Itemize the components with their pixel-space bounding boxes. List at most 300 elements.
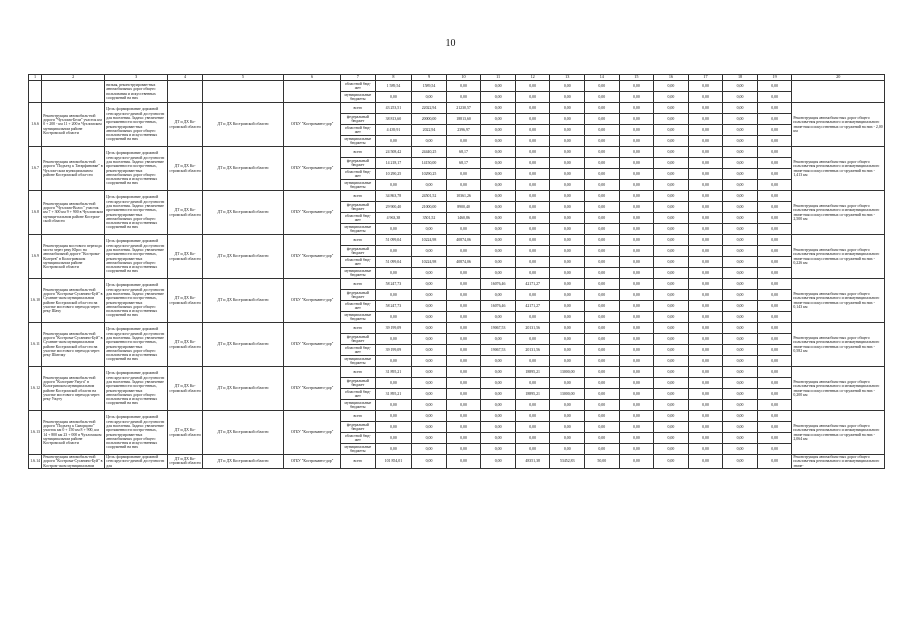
funding-source: муниципальные бюджеты — [341, 136, 376, 147]
amount-cell: 0,00 — [757, 191, 792, 202]
amount-cell: 0,00 — [585, 191, 620, 202]
amount-cell: 0,00 — [688, 367, 723, 378]
executor: ОГБУ "Костромавто-дор" — [284, 455, 341, 469]
goal-description: низкая, реконструирован-ных автомобильных дорог общего пользования и искусственных сооружений на них — [105, 81, 168, 103]
amount-cell: 0,00 — [654, 213, 689, 224]
amount-cell: 38 813,60 — [375, 114, 412, 125]
header-cell-19: 19 — [757, 75, 792, 81]
amount-cell: 0,00 — [412, 180, 447, 191]
amount-cell: 0,00 — [515, 202, 550, 213]
amount-cell: 0,00 — [585, 158, 620, 169]
amount-cell: 0,00 — [412, 389, 447, 400]
amount-cell: 0,00 — [412, 378, 447, 389]
amount-cell: 0,00 — [723, 345, 758, 356]
amount-cell: 40874,06 — [446, 257, 481, 268]
amount-cell: 24 508,42 — [375, 147, 412, 158]
amount-cell: 0,00 — [723, 444, 758, 455]
funding-source: областной бюд-жет — [341, 301, 376, 312]
funding-source: всего — [341, 235, 376, 246]
amount-cell: 0,00 — [585, 125, 620, 136]
amount-cell: 0,00 — [619, 147, 654, 158]
amount-cell: 0,00 — [446, 169, 481, 180]
amount-cell: 0,00 — [515, 191, 550, 202]
amount-cell: 0,00 — [515, 125, 550, 136]
amount-cell: 0,00 — [446, 444, 481, 455]
amount-cell: 0,00 — [723, 158, 758, 169]
amount-cell: 0,00 — [446, 400, 481, 411]
amount-cell: 0,00 — [619, 279, 654, 290]
amount-cell: 0,00 — [585, 323, 620, 334]
amount-cell: 0,00 — [515, 312, 550, 323]
amount-cell: 0,00 — [550, 92, 585, 103]
amount-cell: 0,00 — [654, 169, 689, 180]
amount-cell: 0,00 — [757, 455, 792, 469]
amount-cell: 18895,21 — [515, 367, 550, 378]
expected-result: Реконструкция автомобиль-ных дорог общего пользова-ния регионального и межмуниципального значе-ния и искусственных со-оружений на них - 2,500 км — [792, 191, 885, 235]
amount-cell: 0,00 — [723, 147, 758, 158]
responsible: ДТ и ДХ Костромской области — [202, 147, 283, 191]
amount-cell: 0,00 — [375, 246, 412, 257]
amount-cell: 21000,00 — [412, 202, 447, 213]
amount-cell: 0,00 — [757, 378, 792, 389]
amount-cell: 0,00 — [757, 356, 792, 367]
amount-cell: 0,00 — [688, 213, 723, 224]
amount-cell: 0,00 — [446, 455, 481, 469]
amount-cell: 0,00 — [757, 257, 792, 268]
amount-cell: 0,00 — [550, 257, 585, 268]
amount-cell: 0,00 — [481, 378, 516, 389]
amount-cell: 0,00 — [550, 202, 585, 213]
amount-cell: 3501,52 — [412, 213, 447, 224]
amount-cell: 0,00 — [585, 268, 620, 279]
amount-cell: 39 199,09 — [375, 323, 412, 334]
amount-cell: 1460,86 — [446, 213, 481, 224]
amount-cell: 0,00 — [550, 81, 585, 92]
amount-cell: 0,00 — [375, 180, 412, 191]
goal-description: Цель: формирование дорожной сети круглого-дичной доступности для населения. Задача: увеличение протяженности постро-енных, реконструирован-ных автомобильных дорог общего пользова-ния и искусственных сооружений на них — [105, 235, 168, 279]
amount-cell: 0,00 — [757, 334, 792, 345]
header-cell-14: 14 — [585, 75, 620, 81]
amount-cell: 0,00 — [723, 92, 758, 103]
amount-cell: 0,00 — [757, 345, 792, 356]
amount-cell: 8900,40 — [446, 202, 481, 213]
table-row — [29, 103, 885, 114]
amount-cell: 0,00 — [723, 81, 758, 92]
amount-cell: 0,00 — [446, 81, 481, 92]
amount-cell: 0,00 — [446, 279, 481, 290]
amount-cell: 0,00 — [688, 235, 723, 246]
goal-description: Цель: формирование дорожной сети круглого-дичной доступности для населения. Задача: увеличение протяженности постро-енных, реконструирован-ных автомобильных дорог общего пользова-ния и искусственных сооружений на них — [105, 147, 168, 191]
amount-cell: 0,00 — [585, 301, 620, 312]
amount-cell: 10224,98 — [412, 235, 447, 246]
amount-cell: 0,00 — [654, 268, 689, 279]
amount-cell: 18895,21 — [515, 389, 550, 400]
amount-cell: 31 895,21 — [375, 389, 412, 400]
amount-cell: 0,00 — [481, 114, 516, 125]
customer: ДТ и ДХ Ко-стромской области — [168, 279, 203, 323]
amount-cell: 0,00 — [412, 301, 447, 312]
amount-cell: 0,00 — [550, 433, 585, 444]
amount-cell: 0,00 — [515, 411, 550, 422]
funding-source: муниципальные бюджеты — [341, 356, 376, 367]
amount-cell: 0,00 — [723, 268, 758, 279]
amount-cell: 39 199,09 — [375, 345, 412, 356]
amount-cell: 0,00 — [654, 301, 689, 312]
amount-cell: 0,00 — [412, 444, 447, 455]
header-cell-9: 9 — [412, 75, 447, 81]
amount-cell: 2022,94 — [412, 125, 447, 136]
amount-cell: 0,00 — [757, 180, 792, 191]
amount-cell: 0,00 — [515, 400, 550, 411]
amount-cell: 0,00 — [723, 191, 758, 202]
amount-cell: 19067,53 — [481, 345, 516, 356]
customer: ДТ и ДХ Ко-стромской области — [168, 147, 203, 191]
amount-cell: 0,00 — [757, 433, 792, 444]
amount-cell: 0,00 — [688, 202, 723, 213]
amount-cell: 0,00 — [723, 180, 758, 191]
amount-cell: 0,00 — [688, 422, 723, 433]
amount-cell: 0,00 — [446, 246, 481, 257]
funding-source: областной бюд-жет — [341, 345, 376, 356]
object-name: Реконструкция автомобиль-ной дороги "Чухлома-Бели" участок км 0 + 200 - км 11 + 200 в Чухломском муниципальном районе Костромской области — [42, 103, 105, 147]
amount-cell: 0,00 — [688, 191, 723, 202]
amount-cell: 0,00 — [446, 180, 481, 191]
amount-cell: 0,00 — [585, 147, 620, 158]
amount-cell: 0,00 — [688, 246, 723, 257]
amount-cell: 0,00 — [723, 455, 758, 469]
funding-source: федеральный бюджет — [341, 246, 376, 257]
amount-cell: 0,00 — [723, 411, 758, 422]
row-number: 1.6.10 — [29, 279, 42, 323]
amount-cell: 0,00 — [688, 180, 723, 191]
amount-cell: 0,00 — [619, 400, 654, 411]
funding-source: муниципальные бюджеты — [341, 92, 376, 103]
amount-cell: 0,00 — [481, 125, 516, 136]
amount-cell: 0,00 — [481, 356, 516, 367]
amount-cell: 0,00 — [619, 422, 654, 433]
amount-cell: 0,00 — [550, 169, 585, 180]
amount-cell: 0,00 — [585, 92, 620, 103]
customer — [168, 81, 203, 103]
goal-description: Цель: формирование дорожной сети круглого-дичной доступности для — [105, 455, 168, 469]
funding-source: областной бюд-жет — [341, 213, 376, 224]
amount-cell: 0,00 — [619, 356, 654, 367]
amount-cell: 0,00 — [688, 411, 723, 422]
amount-cell: 0,00 — [481, 334, 516, 345]
amount-cell: 0,00 — [515, 81, 550, 92]
amount-cell: 0,00 — [481, 147, 516, 158]
funding-source: федеральный бюджет — [341, 158, 376, 169]
amount-cell: 0,00 — [757, 312, 792, 323]
table-row — [29, 323, 885, 334]
executor: ОГБУ "Костромавто-дор" — [284, 235, 341, 279]
expected-result: Реконструкция автомобиль-ных дорог общего пользова-ния регионального и межмуниципального значе-ния и искусственных со-оружений на них - 0,143 км — [792, 279, 885, 323]
object-name — [42, 81, 105, 103]
customer: ДТ и ДХ Ко-стромской области — [168, 411, 203, 455]
amount-cell: 40874,06 — [446, 235, 481, 246]
amount-cell: 0,00 — [585, 290, 620, 301]
object-name: Реконструкция автомобиль-ной дороги "Кострома-Сусанино-Буй" в Сусанин-ском муниципальном районе Костромской обла-сти на участке мостового перехода через реку Шачу — [42, 279, 105, 323]
amount-cell: 0,00 — [757, 92, 792, 103]
header-cell-8: 8 — [375, 75, 412, 81]
amount-cell: 0,00 — [688, 433, 723, 444]
amount-cell: 0,00 — [619, 235, 654, 246]
amount-cell: 0,00 — [585, 411, 620, 422]
amount-cell: 0,00 — [619, 389, 654, 400]
amount-cell: 4 963,38 — [375, 213, 412, 224]
amount-cell: 0,00 — [515, 213, 550, 224]
amount-cell: 0,00 — [515, 103, 550, 114]
amount-cell: 0,00 — [515, 422, 550, 433]
amount-cell: 0,00 — [723, 246, 758, 257]
amount-cell: 0,00 — [515, 433, 550, 444]
page-number: 10 — [445, 38, 456, 49]
amount-cell: 0,00 — [654, 147, 689, 158]
amount-cell: 0,00 — [757, 81, 792, 92]
amount-cell: 0,00 — [550, 268, 585, 279]
amount-cell: 0,00 — [688, 345, 723, 356]
table-row — [29, 411, 885, 422]
amount-cell: 0,00 — [757, 411, 792, 422]
amount-cell: 0,00 — [688, 455, 723, 469]
amount-cell: 0,00 — [619, 92, 654, 103]
amount-cell: 0,00 — [481, 257, 516, 268]
amount-cell: 0,00 — [446, 345, 481, 356]
object-name: Реконструкция мостового перехода моста через реку Юрос на автомобильной дороге "Кострома-Колгрев" в Кологривском муниципальном районе Костромской области — [42, 235, 105, 279]
amount-cell: 0,00 — [412, 290, 447, 301]
amount-cell: 34 863,78 — [375, 191, 412, 202]
responsible: ДТ и ДХ Костромской области — [202, 279, 283, 323]
amount-cell: 0,00 — [375, 444, 412, 455]
amount-cell: 0,00 — [654, 422, 689, 433]
row-number: 1.6.9 — [29, 235, 42, 279]
row-number: 1.6.12 — [29, 367, 42, 411]
amount-cell: 13000,00 — [550, 367, 585, 378]
amount-cell: 0,00 — [481, 136, 516, 147]
amount-cell: 0,00 — [446, 433, 481, 444]
amount-cell: 0,00 — [550, 103, 585, 114]
amount-cell: 13000,00 — [550, 389, 585, 400]
responsible: ДТ и ДХ Костромской области — [202, 323, 283, 367]
amount-cell: 0,00 — [654, 224, 689, 235]
row-number — [29, 81, 42, 103]
row-number: 1.6.6 — [29, 103, 42, 147]
header-cell-18: 18 — [723, 75, 758, 81]
amount-cell: 0,00 — [688, 81, 723, 92]
funding-source: федеральный бюджет — [341, 202, 376, 213]
row-number: 1.6.8 — [29, 191, 42, 235]
header-cell-16: 16 — [654, 75, 689, 81]
header-cell-11: 11 — [481, 75, 516, 81]
amount-cell: 0,00 — [585, 202, 620, 213]
amount-cell: 29 900,40 — [375, 202, 412, 213]
amount-cell: 0,00 — [412, 345, 447, 356]
amount-cell: 0,00 — [550, 312, 585, 323]
amount-cell: 0,00 — [550, 290, 585, 301]
amount-cell: 0,00 — [619, 301, 654, 312]
amount-cell: 0,00 — [619, 136, 654, 147]
amount-cell: 0,00 — [550, 158, 585, 169]
amount-cell: 0,00 — [515, 235, 550, 246]
amount-cell: 31 895,21 — [375, 367, 412, 378]
object-name: Реконструкция автомобиль-ной дороги "Подъезд к Татарфиновке" в Чухлом-ском муниципальном районе Костромской обла-сти — [42, 147, 105, 191]
amount-cell: 0,00 — [757, 301, 792, 312]
header-cell-7: 7 — [341, 75, 376, 81]
amount-cell: 0,00 — [375, 422, 412, 433]
header-cell-12: 12 — [515, 75, 550, 81]
amount-cell: 0,00 — [481, 169, 516, 180]
amount-cell: 0,00 — [688, 136, 723, 147]
responsible: ДТ и ДХ Костромской области — [202, 103, 283, 147]
amount-cell: 0,00 — [757, 224, 792, 235]
amount-cell: 0,00 — [688, 147, 723, 158]
amount-cell: 0,00 — [688, 301, 723, 312]
amount-cell: 0,00 — [550, 301, 585, 312]
header-cell-10: 10 — [446, 75, 481, 81]
amount-cell: 0,00 — [585, 180, 620, 191]
amount-cell: 0,00 — [619, 125, 654, 136]
amount-cell: 0,00 — [688, 158, 723, 169]
amount-cell: 0,00 — [619, 114, 654, 125]
amount-cell: 0,00 — [619, 345, 654, 356]
amount-cell: 0,00 — [481, 312, 516, 323]
funding-source: областной бюд-жет — [341, 257, 376, 268]
responsible: ДТ и ДХ Костромской области — [202, 191, 283, 235]
amount-cell: 0,00 — [585, 433, 620, 444]
amount-cell: 0,00 — [654, 411, 689, 422]
amount-cell: 0,00 — [688, 400, 723, 411]
amount-cell: 0,00 — [688, 257, 723, 268]
amount-cell: 0,00 — [550, 279, 585, 290]
amount-cell: 0,00 — [619, 444, 654, 455]
amount-cell: 0,00 — [654, 191, 689, 202]
amount-cell: 21230,57 — [446, 103, 481, 114]
amount-cell: 0,00 — [619, 213, 654, 224]
funding-source: областной бюд-жет — [341, 81, 376, 92]
table-row — [29, 81, 885, 92]
amount-cell: 0,00 — [688, 290, 723, 301]
amount-cell: 10224,98 — [412, 257, 447, 268]
amount-cell: 0,00 — [375, 378, 412, 389]
amount-cell: 0,00 — [688, 444, 723, 455]
amount-cell: 0,00 — [375, 312, 412, 323]
amount-cell: 0,00 — [585, 367, 620, 378]
amount-cell: 58 247,73 — [375, 279, 412, 290]
amount-cell: 0,00 — [585, 356, 620, 367]
amount-cell: 0,00 — [723, 224, 758, 235]
amount-cell: 0,00 — [412, 323, 447, 334]
amount-cell: 0,00 — [585, 444, 620, 455]
amount-cell: 0,00 — [757, 389, 792, 400]
customer: ДТ и ДХ Ко-стромской области — [168, 455, 203, 469]
amount-cell: 0,00 — [446, 224, 481, 235]
amount-cell: 0,00 — [723, 301, 758, 312]
object-name: Реконструкция автомобиль-ной дороги "Кострома-Сусанино-Буй" в Костром-ском муниципальном — [42, 455, 105, 469]
amount-cell: 0,00 — [412, 246, 447, 257]
amount-cell: 0,00 — [481, 92, 516, 103]
amount-cell: 0,00 — [654, 279, 689, 290]
funding-source: муниципальные бюджеты — [341, 268, 376, 279]
responsible: ДТ и ДХ Костромской области — [202, 411, 283, 455]
responsible: ДТ и ДХ Костромской области — [202, 367, 283, 411]
amount-cell: 0,00 — [375, 411, 412, 422]
amount-cell: 68,17 — [446, 147, 481, 158]
amount-cell: 0,00 — [550, 444, 585, 455]
customer: ДТ и ДХ Ко-стромской области — [168, 191, 203, 235]
amount-cell: 0,00 — [619, 323, 654, 334]
amount-cell: 0,00 — [654, 455, 689, 469]
funding-source: федеральный бюджет — [341, 114, 376, 125]
amount-cell: 0,00 — [654, 367, 689, 378]
amount-cell: 0,00 — [446, 334, 481, 345]
amount-cell: 14150,00 — [412, 158, 447, 169]
executor: ОГБУ "Костромавто-дор" — [284, 279, 341, 323]
funding-source: федеральный бюджет — [341, 290, 376, 301]
amount-cell: 0,00 — [481, 191, 516, 202]
amount-cell: 0,00 — [446, 290, 481, 301]
amount-cell: 0,00 — [723, 169, 758, 180]
amount-cell: 0,00 — [654, 444, 689, 455]
funding-source: областной бюд-жет — [341, 169, 376, 180]
amount-cell: 0,00 — [481, 367, 516, 378]
table-row — [29, 147, 885, 158]
amount-cell: 0,00 — [585, 257, 620, 268]
amount-cell: 20131,56 — [515, 323, 550, 334]
budget-table — [28, 74, 885, 469]
amount-cell: 0,00 — [723, 422, 758, 433]
amount-cell: 18813,60 — [446, 114, 481, 125]
responsible: ДТ и ДХ Костромской области — [202, 235, 283, 279]
amount-cell: 0,00 — [757, 169, 792, 180]
amount-cell: 0,00 — [515, 158, 550, 169]
amount-cell: 43 253,51 — [375, 103, 412, 114]
amount-cell: 20131,56 — [515, 345, 550, 356]
amount-cell: 0,00 — [757, 125, 792, 136]
object-name: Реконструкция автомобиль-ной дороги "Чухлома-Волос" участок км 7 + 300 км 9 + 900 в Чухломском муници-пальном районе Костром-ской области — [42, 191, 105, 235]
object-name: Реконструкция автомобиль-ной дороги "Кострома-Сусанино-Буй" в Сусанин-ском муниципальном районе Костромской обла-сти на участке мостового перехода через реку Шмелку — [42, 323, 105, 367]
amount-cell: 42171,27 — [515, 301, 550, 312]
amount-cell: 0,00 — [550, 136, 585, 147]
amount-cell: 19067,53 — [481, 323, 516, 334]
header-cell-17: 17 — [688, 75, 723, 81]
amount-cell: 0,00 — [585, 312, 620, 323]
amount-cell: 0,00 — [654, 114, 689, 125]
amount-cell: 0,00 — [550, 345, 585, 356]
amount-cell: 0,00 — [757, 136, 792, 147]
amount-cell: 0,00 — [619, 455, 654, 469]
amount-cell: 0,00 — [619, 103, 654, 114]
amount-cell: 0,00 — [723, 367, 758, 378]
amount-cell: 0,00 — [585, 345, 620, 356]
amount-cell: 0,00 — [688, 323, 723, 334]
amount-cell: 0,00 — [688, 103, 723, 114]
amount-cell: 0,00 — [481, 224, 516, 235]
amount-cell: 0,00 — [412, 312, 447, 323]
amount-cell: 0,00 — [412, 268, 447, 279]
amount-cell: 0,00 — [757, 202, 792, 213]
amount-cell: 0,00 — [375, 433, 412, 444]
amount-cell: 0,00 — [654, 125, 689, 136]
amount-cell: 0,00 — [515, 334, 550, 345]
funding-source: всего — [341, 323, 376, 334]
amount-cell: 0,00 — [757, 268, 792, 279]
amount-cell: 1 589,54 — [375, 81, 412, 92]
amount-cell: 16076,46 — [481, 301, 516, 312]
amount-cell: 0,00 — [757, 114, 792, 125]
amount-cell: 24440,25 — [412, 147, 447, 158]
amount-cell: 0,00 — [619, 169, 654, 180]
customer: ДТ и ДХ Ко-стромской области — [168, 103, 203, 147]
